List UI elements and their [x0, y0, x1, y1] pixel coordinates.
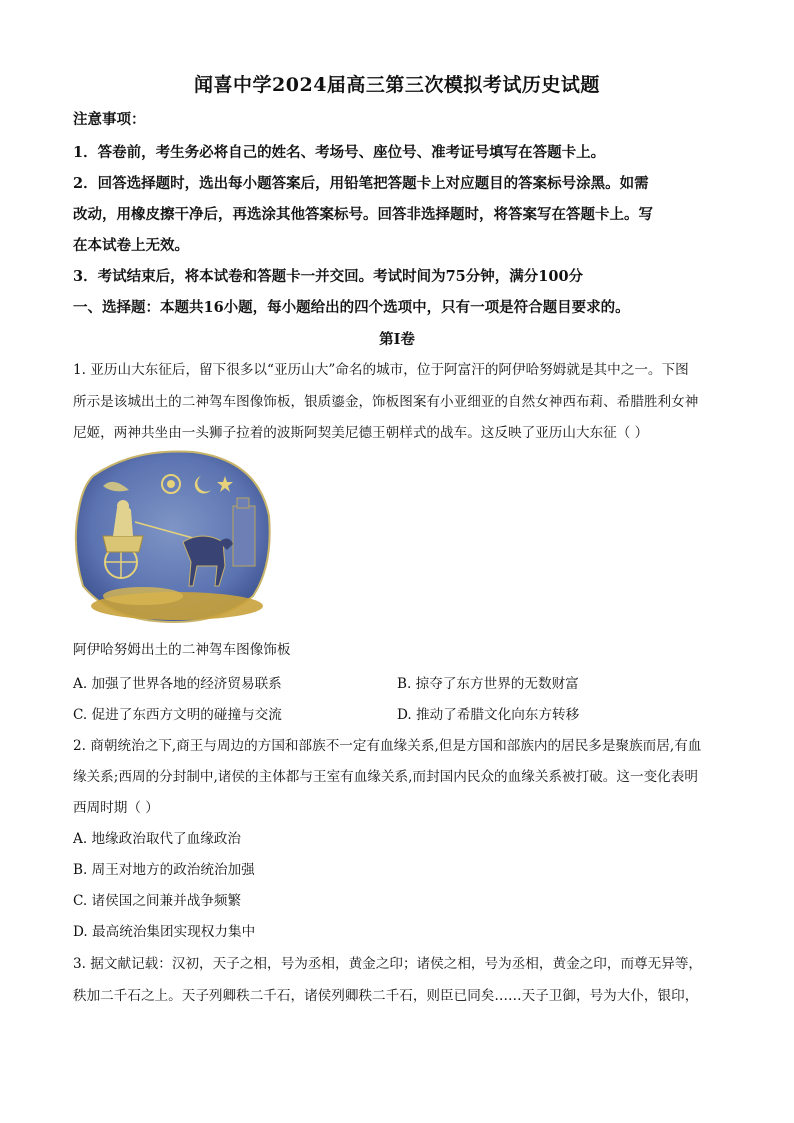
section-heading: 一、选择题：本题共16小题，每小题给出的四个选项中，只有一项是符合题目要求的。 — [73, 299, 630, 316]
q2-option-b[interactable]: B. 周王对地方的政治统治加强 — [73, 862, 255, 878]
q2-option-a[interactable]: A. 地缘政治取代了血缘政治 — [73, 831, 241, 847]
q1-option-b[interactable]: B. 掠夺了东方世界的无数财富 — [397, 676, 579, 692]
q3-stem-line-2: 秩加二千石之上。天子列卿秩二千石，诸侯列卿秩二千石，则臣已同矣……天子卫御，号为大仆，银印， — [73, 988, 699, 1004]
q1-stem-line-2: 所示是该城出土的二神驾车图像饰板，银质鎏金，饰板图案有小亚细亚的自然女神西布莉、希腊胜利女神 — [73, 394, 699, 410]
q1-option-c[interactable]: C. 促进了东西方文明的碰撞与交流 — [73, 707, 282, 723]
notice-item-2-line-3: 在本试卷上无效。 — [73, 237, 189, 254]
notice-item-3: 3．考试结束后，将本试卷和答题卡一并交回。考试时间为75分钟，满分100分 — [73, 268, 584, 285]
notice-heading: 注意事项： — [73, 111, 146, 128]
q2-stem-line-2: 缘关系;西周的分封制中,诸侯的主体都与王室有血缘关系,而封国内民众的血缘关系被打破。这一变化表明 — [73, 769, 698, 785]
q1-stem-line-3: 尼姬，两神共坐由一头狮子拉着的波斯阿契美尼德王朝样式的战车。这反映了亚历山大东征（ ） — [73, 425, 649, 441]
q2-option-d[interactable]: D. 最高统治集团实现权力集中 — [73, 924, 256, 940]
q1-stem-line-1: 1. 亚历山大东征后，留下很多以“亚历山大”命名的城市，位于阿富汗的阿伊哈努姆就是其中之一。下图 — [73, 362, 689, 378]
part-title: 第Ⅰ卷 — [379, 331, 415, 348]
q3-stem-line-1: 3. 据文献记载：汉初，天子之相，号为丞相，黄金之印；诸侯之相，号为丞相，黄金之印，而尊无异等， — [73, 956, 703, 972]
q2-stem-line-3: 西周时期（ ） — [73, 800, 159, 816]
page-title: 闻喜中学2024届高三第三次模拟考试历史试题 — [194, 74, 600, 96]
notice-item-1: 1．答卷前，考生务必将自己的姓名、考场号、座位号、准考证号填写在答题卡上。 — [73, 144, 606, 161]
q2-stem-line-1: 2. 商朝统治之下,商王与周边的方国和部族不一定有血缘关系,但是方国和部族内的居民多是聚族而居,有血 — [73, 738, 702, 754]
chariot-plaque-image — [73, 446, 273, 624]
notice-item-2-line-2: 改动，用橡皮擦干净后，再选涂其他答案标号。回答非选择题时，将答案写在答题卡上。写 — [73, 206, 653, 223]
q1-option-a[interactable]: A. 加强了世界各地的经济贸易联系 — [73, 676, 282, 692]
notice-item-2-line-1: 2．回答选择题时，选出每小题答案后，用铅笔把答题卡上对应题目的答案标号涂黑。如需 — [73, 175, 649, 192]
figure-caption: 阿伊哈努姆出土的二神驾车图像饰板 — [73, 642, 291, 658]
q2-option-c[interactable]: C. 诸侯国之间兼并战争频繁 — [73, 893, 242, 909]
q1-option-d[interactable]: D. 推动了希腊文化向东方转移 — [397, 707, 580, 723]
